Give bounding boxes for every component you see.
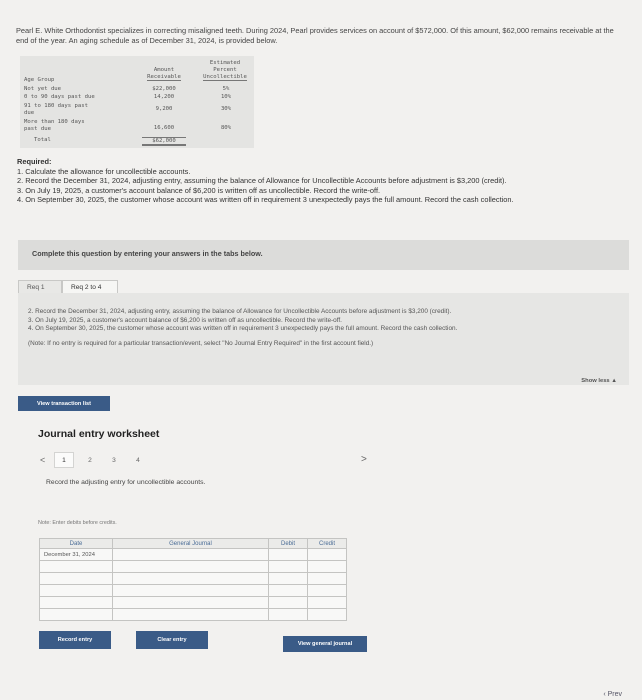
debit-cell[interactable] bbox=[269, 561, 308, 573]
next-arrow-icon[interactable]: > bbox=[361, 454, 367, 465]
credit-column-header: Credit bbox=[308, 539, 347, 549]
aging-row-label: More than 180 days bbox=[24, 119, 85, 125]
tab-req-2-to-4[interactable]: Req 2 to 4 bbox=[62, 280, 118, 294]
debit-cell[interactable] bbox=[269, 549, 308, 561]
journal-table bbox=[39, 538, 347, 621]
pct-header-1: Estimated bbox=[209, 60, 241, 66]
table-row bbox=[40, 609, 347, 621]
account-cell[interactable] bbox=[113, 609, 269, 621]
journal-instruction: Record the adjusting entry for uncollectible accounts. bbox=[46, 479, 206, 486]
debits-note: Note: Enter debits before credits. bbox=[38, 520, 117, 526]
debit-column-header: Debit bbox=[269, 539, 308, 549]
credit-cell[interactable] bbox=[308, 585, 347, 597]
required-item: 1. Calculate the allowance for uncollectible accounts. bbox=[17, 166, 191, 176]
date-cell[interactable] bbox=[40, 609, 113, 621]
worksheet-pager bbox=[40, 452, 148, 468]
aging-row-amount: 14,200 bbox=[153, 94, 175, 100]
date-cell[interactable] bbox=[40, 585, 113, 597]
aging-total-amount: $62,000 bbox=[142, 137, 186, 146]
prev-nav-link[interactable]: ‹ Prev bbox=[603, 691, 622, 698]
view-general-journal-button[interactable]: View general journal bbox=[283, 636, 367, 652]
aging-row-label-cont: past due bbox=[24, 126, 51, 132]
prev-arrow-icon[interactable]: < bbox=[40, 455, 46, 465]
req2-item: 3. On July 19, 2025, a customer's account balance of $6,200 is written off as uncollectible. Record the write-off. bbox=[28, 316, 342, 324]
required-item: 2. Record the December 31, 2024, adjusting entry, assuming the balance of Allowance for Uncollectible Accounts before adjustment is $3,200 (credit). bbox=[17, 176, 507, 186]
date-cell[interactable]: December 31, 2024 bbox=[40, 549, 113, 561]
aging-row-pct: 5% bbox=[222, 86, 230, 92]
page-1[interactable]: 1 bbox=[54, 452, 74, 468]
credit-cell[interactable] bbox=[308, 561, 347, 573]
aging-total-label: Total bbox=[34, 137, 51, 143]
aging-row-pct: 30% bbox=[220, 106, 232, 112]
credit-cell[interactable] bbox=[308, 609, 347, 621]
req2-item: 4. On September 30, 2025, the customer whose account was written off in requirement 3 unexpectedly pays the full amount. Record the cash collection. bbox=[28, 325, 458, 333]
debit-cell[interactable] bbox=[269, 597, 308, 609]
account-cell[interactable] bbox=[113, 561, 269, 573]
amount-header-2: Receivable bbox=[147, 74, 181, 80]
required-item: 4. On September 30, 2025, the customer whose account was written off in requirement 3 unexpectedly pays the full amount. Record the cash collection. bbox=[17, 195, 514, 205]
aging-row-pct: 10% bbox=[220, 94, 232, 100]
aging-row-pct: 80% bbox=[220, 125, 232, 131]
aging-row-label: 91 to 180 days past bbox=[24, 103, 88, 109]
intro-text: Pearl E. White Orthodontist specializes in correcting misaligned teeth. During 2024, Pearl provides services on account of $572,000. Of this amount, $62,000 remains receivable at the end of the year. An aging schedule as of December 31, 2024, is provided below. bbox=[16, 26, 614, 45]
journal-title: Journal entry worksheet bbox=[38, 428, 160, 440]
table-row bbox=[40, 573, 347, 585]
age-group-header: Age Group bbox=[24, 77, 55, 83]
account-cell[interactable] bbox=[113, 597, 269, 609]
record-entry-button[interactable]: Record entry bbox=[39, 631, 111, 649]
table-row bbox=[40, 561, 347, 573]
date-cell[interactable] bbox=[40, 573, 113, 585]
complete-question-bar: Complete this question by entering your answers in the tabs below. bbox=[18, 240, 629, 270]
debit-cell[interactable] bbox=[269, 573, 308, 585]
page-2[interactable]: 2 bbox=[88, 456, 92, 464]
account-cell[interactable] bbox=[113, 549, 269, 561]
debit-cell[interactable] bbox=[269, 609, 308, 621]
pct-header-3: Uncollectible bbox=[203, 74, 247, 80]
date-cell[interactable] bbox=[40, 597, 113, 609]
table-row bbox=[40, 549, 347, 561]
account-cell[interactable] bbox=[113, 585, 269, 597]
date-column-header: Date bbox=[40, 539, 113, 549]
req2-note: (Note: If no entry is required for a particular transaction/event, select "No Journal Entry Required" in the first account field.) bbox=[28, 339, 374, 347]
required-item: 3. On July 19, 2025, a customer's account balance of $6,200 is written off as uncollectible. Record the write-off. bbox=[17, 185, 381, 195]
aging-row-label-cont: due bbox=[24, 110, 35, 116]
required-title: Required: bbox=[17, 157, 52, 166]
credit-cell[interactable] bbox=[308, 549, 347, 561]
aging-row-amount: $22,000 bbox=[152, 86, 176, 92]
general-journal-column-header: General Journal bbox=[113, 539, 269, 549]
amount-header-1: Amount bbox=[153, 67, 175, 73]
aging-row-amount: 9,200 bbox=[155, 106, 173, 112]
aging-schedule bbox=[20, 56, 254, 148]
req2-panel bbox=[18, 293, 629, 385]
required-section bbox=[17, 157, 629, 205]
aging-row-amount: 16,600 bbox=[153, 125, 175, 131]
req2-item: 2. Record the December 31, 2024, adjusting entry, assuming the balance of Allowance for Uncollectible Accounts before adjustment is $3,200 (credit). bbox=[28, 308, 452, 315]
aging-row-label: 0 to 90 days past due bbox=[24, 94, 95, 100]
date-cell[interactable] bbox=[40, 561, 113, 573]
credit-cell[interactable] bbox=[308, 573, 347, 585]
debit-cell[interactable] bbox=[269, 585, 308, 597]
req-tabs bbox=[18, 280, 118, 294]
view-transaction-list-button[interactable]: View transaction list bbox=[18, 396, 110, 411]
credit-cell[interactable] bbox=[308, 597, 347, 609]
show-less-link[interactable]: Show less ▲ bbox=[581, 378, 617, 384]
table-row bbox=[40, 585, 347, 597]
aging-row-label: Not yet due bbox=[24, 86, 62, 92]
table-row bbox=[40, 597, 347, 609]
pct-header-2: Percent bbox=[213, 67, 237, 73]
clear-entry-button[interactable]: Clear entry bbox=[136, 631, 208, 649]
tab-req-1[interactable]: Req 1 bbox=[18, 280, 62, 294]
account-cell[interactable] bbox=[113, 573, 269, 585]
page-3[interactable]: 3 bbox=[112, 456, 116, 464]
page-4[interactable]: 4 bbox=[136, 456, 140, 464]
